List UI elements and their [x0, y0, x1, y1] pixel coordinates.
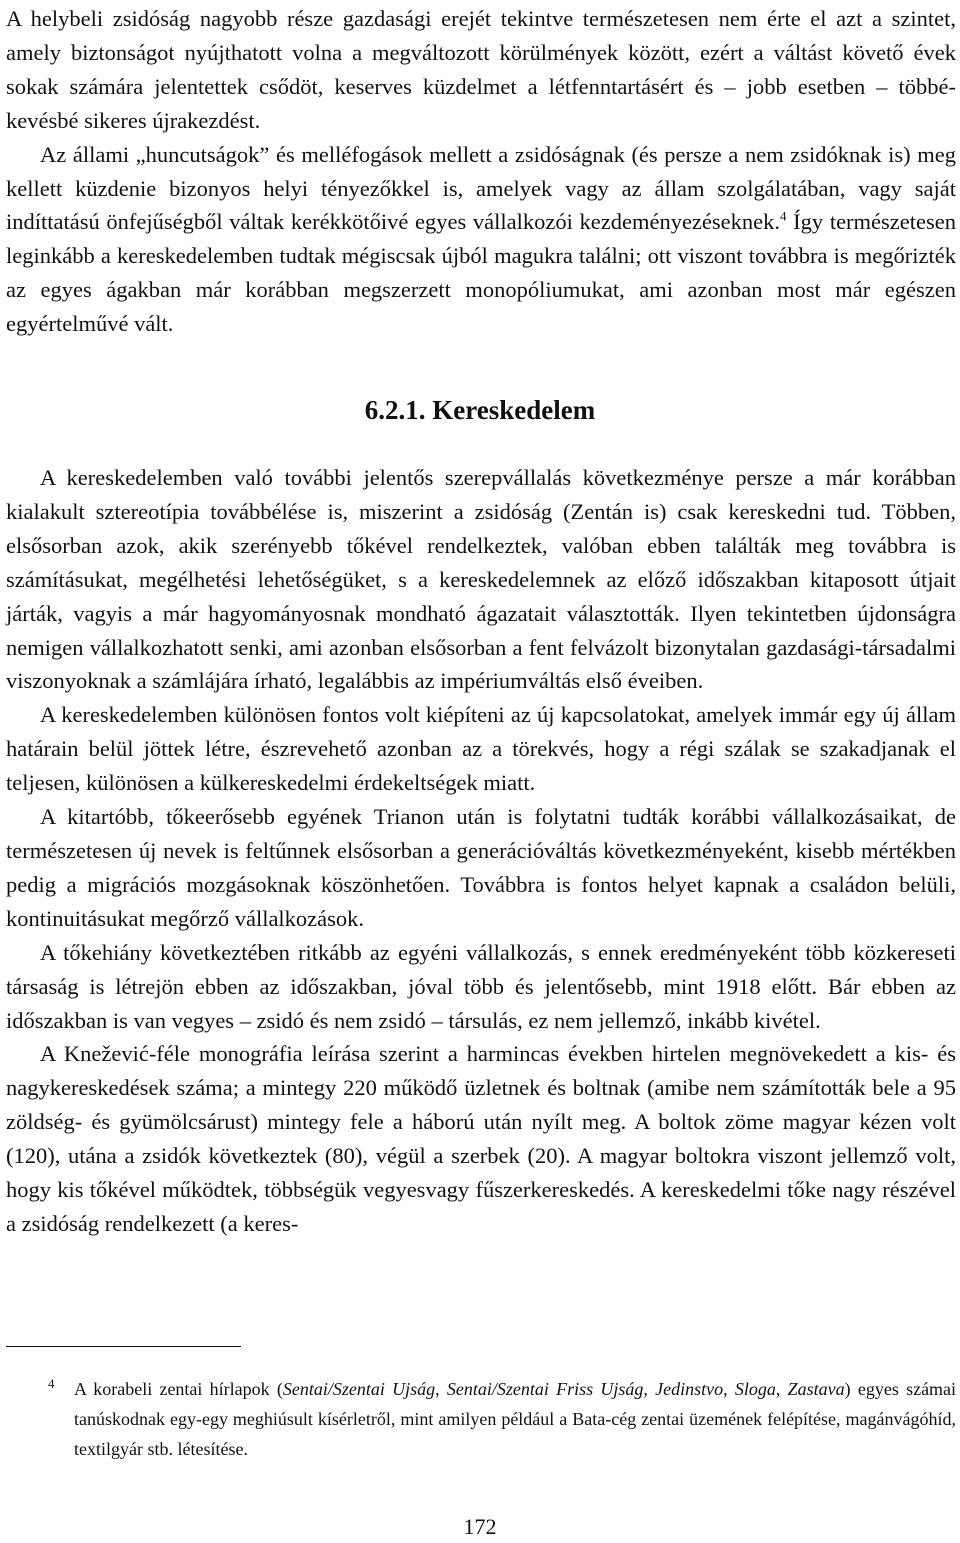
- publication-title-1: Sentai/Szentai Ujság: [282, 1379, 436, 1399]
- footnote-text: [6, 1374, 956, 1464]
- publication-title-5: Zastava: [787, 1379, 845, 1399]
- separator-4: ,: [775, 1379, 788, 1399]
- separator-1: ,: [435, 1379, 447, 1399]
- separator-2: ,: [643, 1379, 656, 1399]
- publication-title-3: Jedinstvo: [655, 1379, 724, 1399]
- footnote-text-part-2: ) egyes számai tanúskodnak egy-egy meghiúsult kísérletről, mint amilyen például a Bata-cég zentai üzemének felépítése, magánvágóhíd, textilgyár stb. létesítése.: [74, 1379, 957, 1459]
- paragraph-2: [6, 138, 956, 341]
- footnote-separator: [6, 1346, 241, 1347]
- body-text-top: [6, 2, 956, 341]
- paragraph-5: A kitartóbb, tőkeerősebb egyének Trianon után is folytatni tudták korábbi vállalkozásaikat, de természetesen új nevek is feltűnnek elsősorban a generációváltás következményeként, kisebb mértékben pedig a migrációs mozgásoknak köszönhetően. Továbbra is fontos helyet kapnak a családon belüli, kontinuitásukat megőrző vállalkozások.: [6, 804, 956, 931]
- paragraph-3: A kereskedelemben való további jelentős szerepvállalás következménye persze a már korábban kialakult sztereotípia továbbélése is, miszerint a zsidóság (Zentán is) csak kereskedni tud. Többen, elsősorban azok, akik szerényebb tőkével rendelkeztek, valóban ebben találták meg továbbra is számításukat, megélhetési lehetőségüket, s a kereskedelemnek az előző időszakban kitaposott útjait járták, vagyis a már hagyományosnak mondható ágazatait választották. Ilyen tekintetben újdonságra nemigen vállalkozhatott senki, ami azonban elsősorban a fent felvázolt bizonytalan gazdasági-társadalmi viszonyoknak a számlájára írható, legalábbis az impériumváltás első éveiben.: [6, 465, 956, 694]
- paragraph-4: A kereskedelemben különösen fontos volt kiépíteni az új kapcsolatokat, amelyek immár egy új állam határain belül jöttek létre, észrevehető azonban az a törekvés, hogy a régi szálak se szakadjanak el teljesen, különösen a külkereskedelmi érdekeltségek miatt.: [6, 702, 956, 796]
- paragraph-7: A Knežević-féle monográfia leírása szerint a harmincas években hirtelen megnövekedett a kis- és nagykereskedések száma; a mintegy 220 működő üzletnek és boltnak (amibe nem számították bele a 95 zöldség- és gyümölcsárust) mintegy fele a háború után nyílt meg. A boltok zöme magyar kézen volt (120), utána a zsidók következtek (80), végül a szerbek (20). A magyar boltokra viszont jellemző volt, hogy kis tőkével működtek, többségük vegyesvagy fűszerkereskedés. A kereskedelmi tőke nagy részével a zsidóság rendelkezett (a keres-: [6, 1041, 956, 1236]
- paragraph-2-part-1: Az állami „huncutságok” és melléfogások mellett a zsidóságnak (és persze a nem zsidóknak is) meg kellett küzdenie bizonyos helyi tényezőkkel is, amelyek vagy az állam szolgálatában, vagy saját indíttatású önfejűségből váltak kerékkötőivé egyes vállalkozói kezdeményezéseknek.: [6, 141, 956, 235]
- body-text-main: [6, 461, 956, 1241]
- separator-3: ,: [723, 1379, 735, 1399]
- footnote-text-part-1: A korabeli zentai hírlapok (: [74, 1379, 283, 1399]
- paragraph-2-part-2: Így természetesen leginkább a kereskedelemben tudtak mégiscsak újból magukra találni; ott viszont továbbra is megőrizték az egyes ágakban már korábban megszerzett monopóliumukat, ami azonban most már egészen egyértelművé vált.: [6, 209, 956, 337]
- footnote-4: [6, 1374, 956, 1464]
- publication-title-2: Sentai/Szentai Friss Ujság: [446, 1379, 644, 1399]
- footnote-reference-4[interactable]: 4: [780, 208, 787, 224]
- paragraph-6: A tőkehiány következtében ritkább az egyéni vállalkozás, s ennek eredményeként több közkereseti társaság is létrejön ebben az időszakban, jóval több és jelentősebb, mint 1918 előtt. Bár ebben az időszakban is van vegyes – zsidó és nem zsidó – társulás, ez nem jellemző, inkább kivétel.: [6, 939, 956, 1033]
- page-number: 172: [463, 1514, 497, 1539]
- section-title: 6.2.1. Kereskedelem: [364, 395, 596, 425]
- publication-title-4: Sloga: [734, 1379, 776, 1399]
- footnote-number: 4: [48, 1376, 55, 1391]
- paragraph-1: A helybeli zsidóság nagyobb része gazdasági erejét tekintve természetesen nem érte el azt a szintet, amely biztonságot nyújthatott volna a megváltozott körülmények között, ezért a váltást követő évek sokak számára jelentettek csődöt, keserves küzdelmet a létfenntartásért és – jobb esetben – többé-kevésbé sikeres újrakezdést.: [6, 6, 956, 133]
